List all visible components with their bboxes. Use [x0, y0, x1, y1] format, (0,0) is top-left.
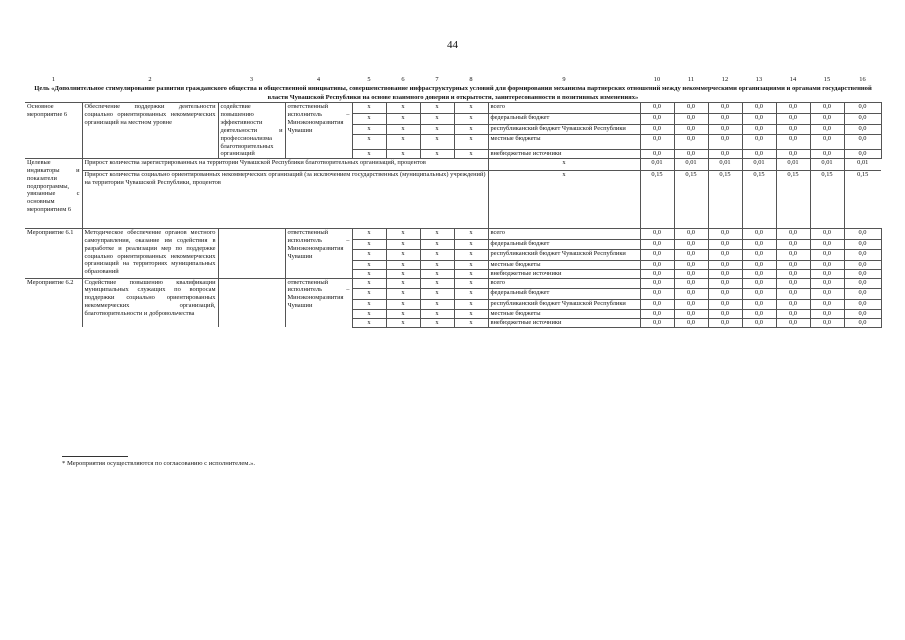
header-row — [25, 76, 881, 84]
mark-cell: x — [386, 239, 420, 250]
mark-cell: x — [386, 250, 420, 261]
value-cell: 0,0 — [844, 124, 881, 135]
indicator-text: Прирост количества зарегистрированных на территории Чувашской Республики благотворительных организаций, процентов — [84, 159, 426, 167]
budget-row — [25, 103, 881, 114]
mark-cell: x — [420, 239, 454, 250]
value-cell: 0,0 — [674, 150, 708, 159]
value-cell: 0,0 — [742, 310, 776, 319]
event-target — [218, 229, 285, 278]
mark-cell: x — [420, 250, 454, 261]
value-cell: 0,0 — [776, 103, 810, 114]
mark-cell: x — [386, 114, 420, 125]
value-cell: 0,0 — [640, 278, 674, 289]
value-cell: 0,0 — [810, 103, 844, 114]
header-cell: 6 — [401, 76, 405, 83]
value-cell: 0,0 — [776, 299, 810, 310]
value-cell: 0,0 — [776, 124, 810, 135]
mark-cell: x — [454, 289, 488, 300]
mark-cell: x — [352, 103, 386, 114]
mark-cell: x — [352, 278, 386, 289]
mark-cell: x — [352, 269, 386, 278]
funding-source: республиканский бюджет Чувашской Республики — [488, 124, 640, 135]
value-cell: 0,0 — [674, 269, 708, 278]
value-cell: 0,0 — [640, 114, 674, 125]
value-cell: 0,0 — [844, 319, 881, 328]
funding-source: всего — [488, 229, 640, 240]
value-cell: 0,0 — [844, 269, 881, 278]
footnote-divider — [62, 456, 128, 457]
value-cell: 0,0 — [776, 114, 810, 125]
mark-cell: x — [454, 269, 488, 278]
indicator-value: 0,01 — [640, 159, 674, 171]
mark-cell: x — [454, 250, 488, 261]
mark-cell: x — [352, 114, 386, 125]
value-cell: 0,0 — [776, 310, 810, 319]
mark-cell: x — [352, 260, 386, 269]
mark-cell: x — [352, 310, 386, 319]
value-cell: 0,0 — [742, 229, 776, 240]
indicator-mark: x — [488, 171, 640, 229]
mark-cell: x — [352, 150, 386, 159]
value-cell: 0,0 — [810, 319, 844, 328]
event-target: содействие повышению эффективности деятельности и профессионализма благотворительных организаций — [218, 103, 285, 159]
value-cell: 0,0 — [640, 239, 674, 250]
value-cell: 0,0 — [844, 103, 881, 114]
mark-cell: x — [386, 260, 420, 269]
funding-source: внебюджетные источники — [488, 269, 640, 278]
value-cell: 0,0 — [640, 269, 674, 278]
header-cell: 11 — [687, 76, 695, 83]
value-cell: 0,0 — [810, 278, 844, 289]
value-cell: 0,0 — [776, 239, 810, 250]
value-cell: 0,0 — [674, 278, 708, 289]
mark-cell: x — [352, 124, 386, 135]
indicator-value: 0,01 — [742, 159, 776, 171]
budget-row — [25, 229, 881, 240]
value-cell: 0,0 — [708, 103, 742, 114]
mark-cell: x — [352, 299, 386, 310]
value-cell: 0,0 — [742, 278, 776, 289]
mark-cell: x — [420, 135, 454, 150]
value-cell: 0,0 — [674, 124, 708, 135]
indicator-value: 0,01 — [776, 159, 810, 171]
event-executor: ответственный исполнитель – Минэкономразвития Чувашии — [285, 103, 352, 135]
page-number: 44 — [447, 39, 458, 51]
value-cell: 0,0 — [742, 135, 776, 150]
header-cell: 7 — [435, 76, 439, 83]
value-cell: 0,0 — [844, 114, 881, 125]
funding-source: всего — [488, 278, 640, 289]
value-cell: 0,0 — [742, 124, 776, 135]
indicator-row — [25, 159, 881, 171]
event-executor: ответственный исполнитель – Минэкономразвития Чувашии — [285, 229, 352, 261]
value-cell: 0,0 — [844, 289, 881, 300]
value-cell: 0,0 — [810, 150, 844, 159]
value-cell: 0,0 — [776, 150, 810, 159]
header-cell: 13 — [755, 76, 763, 83]
value-cell: 0,0 — [640, 310, 674, 319]
indicators-section — [25, 159, 881, 229]
value-cell: 0,0 — [810, 114, 844, 125]
budget-row — [25, 278, 881, 289]
value-cell: 0,0 — [674, 114, 708, 125]
mark-cell: x — [420, 289, 454, 300]
header-cell: 10 — [653, 76, 661, 83]
value-cell: 0,0 — [708, 310, 742, 319]
header-cell: 14 — [789, 76, 797, 83]
value-cell: 0,0 — [776, 250, 810, 261]
mark-cell: x — [386, 269, 420, 278]
value-cell: 0,0 — [776, 229, 810, 240]
value-cell: 0,0 — [742, 269, 776, 278]
value-cell: 0,0 — [810, 299, 844, 310]
value-cell: 0,0 — [742, 114, 776, 125]
mark-cell: x — [454, 260, 488, 269]
value-cell: 0,0 — [776, 319, 810, 328]
mark-cell: x — [352, 319, 386, 328]
value-cell: 0,0 — [640, 135, 674, 150]
value-cell: 0,0 — [776, 260, 810, 269]
value-cell: 0,0 — [810, 260, 844, 269]
value-cell: 0,0 — [708, 229, 742, 240]
value-cell: 0,0 — [640, 299, 674, 310]
value-cell: 0,0 — [844, 299, 881, 310]
value-cell: 0,0 — [674, 103, 708, 114]
value-cell: 0,0 — [674, 229, 708, 240]
value-cell: 0,0 — [674, 299, 708, 310]
mark-cell: x — [352, 135, 386, 150]
value-cell: 0,0 — [708, 239, 742, 250]
funding-source: местные бюджеты — [488, 310, 640, 319]
event-executor: ответственный исполнитель – Минэкономразвития Чувашии — [285, 278, 352, 310]
value-cell: 0,0 — [708, 150, 742, 159]
event-description: Обеспечение поддержки деятельности социально ориентированных некоммерческих организаций на местном уровне — [82, 103, 218, 159]
mark-cell: x — [420, 269, 454, 278]
mark-cell: x — [420, 124, 454, 135]
value-cell: 0,0 — [844, 260, 881, 269]
event-6-2 — [25, 278, 881, 327]
value-cell: 0,0 — [674, 310, 708, 319]
value-cell: 0,0 — [640, 124, 674, 135]
indicator-value: 0,15 — [776, 171, 810, 229]
header-cell: 12 — [721, 76, 729, 83]
mark-cell: x — [386, 310, 420, 319]
event-executor-blank — [285, 310, 352, 328]
indicator-text: Прирост количества социально ориентированных некоммерческих организаций (за исключением государственных (муниципальных) учреждений) на территории Чувашской Республики, процентов — [84, 171, 486, 186]
value-cell: 0,0 — [708, 114, 742, 125]
indicator-mark: x — [488, 159, 640, 171]
value-cell: 0,0 — [810, 310, 844, 319]
value-cell: 0,0 — [674, 250, 708, 261]
program-table — [25, 76, 882, 328]
mark-cell: x — [420, 278, 454, 289]
value-cell: 0,0 — [640, 150, 674, 159]
mark-cell: x — [454, 135, 488, 150]
event-label: Мероприятие 6.2 — [25, 278, 82, 327]
indicator-value: 0,01 — [844, 159, 881, 171]
value-cell: 0,0 — [640, 319, 674, 328]
header-cell: 16 — [859, 76, 866, 83]
mark-cell: x — [386, 299, 420, 310]
value-cell: 0,0 — [810, 135, 844, 150]
mark-cell: x — [386, 229, 420, 240]
value-cell: 0,0 — [776, 269, 810, 278]
value-cell: 0,0 — [844, 250, 881, 261]
value-cell: 0,0 — [776, 289, 810, 300]
value-cell: 0,0 — [674, 260, 708, 269]
indicator-value: 0,15 — [810, 171, 844, 229]
event-executor-blank — [285, 135, 352, 159]
event-description: Содействие повышению квалификации муниципальных служащих по вопросам поддержки социально ориентированных некоммерческих организаций, благотворительности и добровольчества — [82, 278, 218, 327]
mark-cell: x — [454, 103, 488, 114]
event-description: Методическое обеспечение органов местного самоуправления, оказание им содействия в разработке и реализации мер по поддержке социально ориентированных некоммерческих организаций на территориях муниципальных образований — [82, 229, 218, 278]
value-cell: 0,0 — [640, 260, 674, 269]
value-cell: 0,0 — [776, 135, 810, 150]
mark-cell: x — [454, 229, 488, 240]
funding-source: республиканский бюджет Чувашской Республики — [488, 250, 640, 261]
value-cell: 0,0 — [742, 103, 776, 114]
mark-cell: x — [352, 289, 386, 300]
value-cell: 0,0 — [708, 124, 742, 135]
event-label: Мероприятие 6.1 — [25, 229, 82, 278]
funding-source: республиканский бюджет Чувашской Республики — [488, 299, 640, 310]
mark-cell: x — [454, 239, 488, 250]
indicator-value: 0,01 — [708, 159, 742, 171]
mark-cell: x — [386, 289, 420, 300]
mark-cell: x — [386, 150, 420, 159]
mark-cell: x — [386, 103, 420, 114]
value-cell: 0,0 — [708, 289, 742, 300]
header-cell: 5 — [367, 76, 371, 83]
mark-cell: x — [454, 310, 488, 319]
header-cell: 1 — [51, 76, 56, 83]
value-cell: 0,0 — [674, 319, 708, 328]
header-cell: 2 — [148, 76, 152, 83]
event-label: Основное мероприятие 6 — [25, 103, 82, 159]
mark-cell: x — [454, 124, 488, 135]
mark-cell: x — [454, 319, 488, 328]
header-cell: 4 — [316, 76, 321, 83]
value-cell: 0,0 — [742, 250, 776, 261]
footnote: * Мероприятия осуществляются по согласованию с исполнителем.». — [62, 460, 256, 467]
value-cell: 0,0 — [640, 289, 674, 300]
value-cell: 0,0 — [674, 289, 708, 300]
value-cell: 0,0 — [674, 135, 708, 150]
funding-source: внебюджетные источники — [488, 319, 640, 328]
value-cell: 0,0 — [674, 239, 708, 250]
value-cell: 0,0 — [640, 250, 674, 261]
mark-cell: x — [420, 103, 454, 114]
mark-cell: x — [352, 250, 386, 261]
value-cell: 0,0 — [742, 150, 776, 159]
indicator-value: 0,15 — [640, 171, 674, 229]
value-cell: 0,0 — [708, 135, 742, 150]
event-6-1 — [25, 229, 881, 278]
mark-cell: x — [454, 150, 488, 159]
mark-cell: x — [386, 124, 420, 135]
value-cell: 0,0 — [640, 229, 674, 240]
mark-cell: x — [420, 114, 454, 125]
indicator-value: 0,15 — [844, 171, 881, 229]
value-cell: 0,0 — [742, 289, 776, 300]
mark-cell: x — [352, 229, 386, 240]
funding-source: местные бюджеты — [488, 260, 640, 269]
funding-source: федеральный бюджет — [488, 239, 640, 250]
mark-cell: x — [454, 299, 488, 310]
value-cell: 0,0 — [810, 269, 844, 278]
indicator-value: 0,01 — [810, 159, 844, 171]
value-cell: 0,0 — [844, 278, 881, 289]
indicator-value: 0,15 — [742, 171, 776, 229]
event-6 — [25, 103, 881, 159]
funding-source: всего — [488, 103, 640, 114]
mark-cell: x — [420, 260, 454, 269]
indicator-row — [25, 171, 881, 229]
indicator-value: 0,15 — [674, 171, 708, 229]
value-cell: 0,0 — [708, 269, 742, 278]
header-cell: 8 — [469, 76, 473, 83]
value-cell: 0,0 — [810, 250, 844, 261]
value-cell: 0,0 — [742, 299, 776, 310]
value-cell: 0,0 — [844, 239, 881, 250]
mark-cell: x — [386, 135, 420, 150]
mark-cell: x — [420, 150, 454, 159]
value-cell: 0,0 — [708, 319, 742, 328]
value-cell: 0,0 — [708, 278, 742, 289]
value-cell: 0,0 — [844, 229, 881, 240]
value-cell: 0,0 — [844, 310, 881, 319]
value-cell: 0,0 — [742, 239, 776, 250]
funding-source: внебюджетные источники — [488, 150, 640, 159]
value-cell: 0,0 — [708, 250, 742, 261]
mark-cell: x — [386, 319, 420, 328]
value-cell: 0,0 — [844, 135, 881, 150]
indicator-value: 0,01 — [674, 159, 708, 171]
value-cell: 0,0 — [776, 278, 810, 289]
mark-cell: x — [420, 310, 454, 319]
value-cell: 0,0 — [742, 260, 776, 269]
value-cell: 0,0 — [640, 103, 674, 114]
value-cell: 0,0 — [742, 319, 776, 328]
value-cell: 0,0 — [810, 229, 844, 240]
indicator-value: 0,15 — [708, 171, 742, 229]
value-cell: 0,0 — [844, 150, 881, 159]
value-cell: 0,0 — [810, 124, 844, 135]
mark-cell: x — [420, 319, 454, 328]
goal-text: Цель «Дополнительное стимулирование развития гражданского общества и общественной инициативы, совершенствование инфраструктурных условий для формирования механизма партнерских отношений между некоммерческими организациями и органами государственной власти Чувашской Республики на основе взаимного доверия и открытости, заинтересованности в позитивных изменениях» — [34, 85, 872, 102]
mark-cell: x — [420, 299, 454, 310]
header-cell: 9 — [562, 76, 566, 83]
mark-cell: x — [454, 114, 488, 125]
event-target — [218, 278, 285, 327]
header-cell: 15 — [823, 76, 831, 83]
funding-source: местные бюджеты — [488, 135, 640, 150]
funding-source: федеральный бюджет — [488, 114, 640, 125]
header-cell: 3 — [249, 76, 254, 83]
mark-cell: x — [386, 278, 420, 289]
mark-cell: x — [420, 229, 454, 240]
event-executor-blank — [285, 260, 352, 278]
indicators-label: Целевые индикаторы и показатели подпрограммы, увязанные с основным мероприятием 6 — [25, 159, 82, 229]
value-cell: 0,0 — [810, 239, 844, 250]
funding-source: федеральный бюджет — [488, 289, 640, 300]
goal-row — [25, 84, 881, 103]
mark-cell: x — [352, 239, 386, 250]
value-cell: 0,0 — [708, 299, 742, 310]
value-cell: 0,0 — [708, 260, 742, 269]
mark-cell: x — [454, 278, 488, 289]
value-cell: 0,0 — [810, 289, 844, 300]
